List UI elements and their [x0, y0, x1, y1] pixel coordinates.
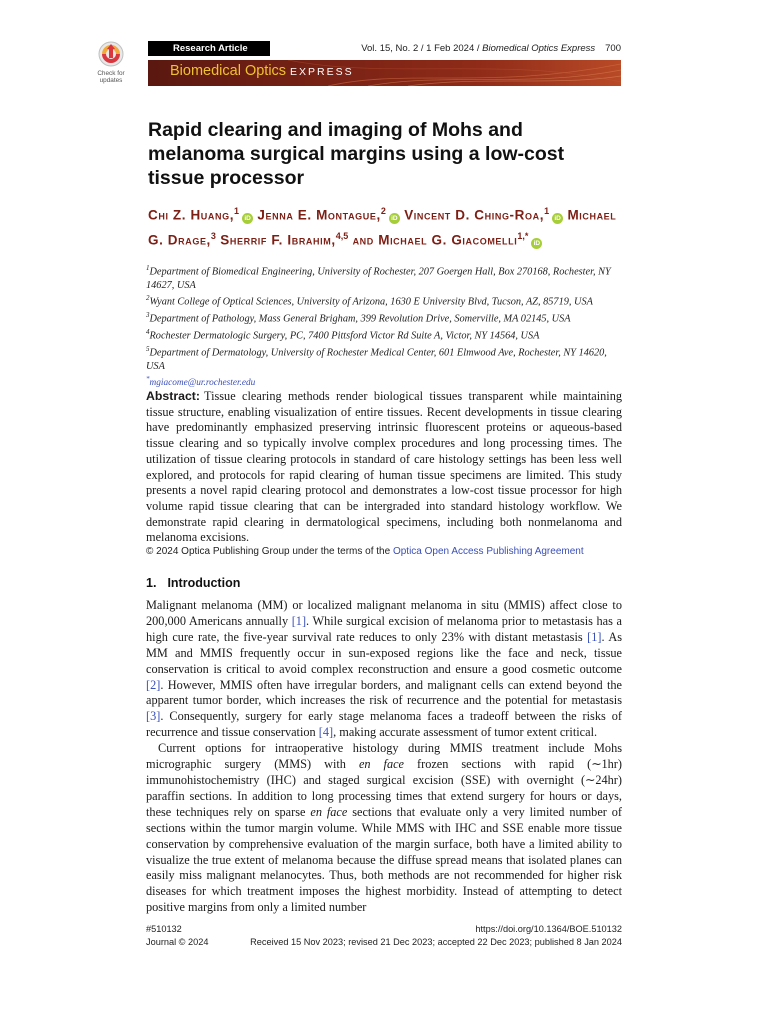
- journal-logo-express: EXPRESS: [290, 66, 354, 78]
- orcid-icon[interactable]: iD: [531, 238, 542, 249]
- paragraph-text: Malignant melanoma (MM) or localized malignant melanoma in situ (MMIS) affect close to 200,000 Americans annually: [146, 598, 622, 628]
- paragraph-text: . As MM and MMIS frequently occur in sun-exposed regions like the face and neck, tissue conservation is critical to avoid complex reconstruction and ensure a good cosmetic outcome: [146, 629, 622, 676]
- paragraph-text: Current options for intraoperative histology during MMIS treatment include Mohs micrographic surgery (MMS) with: [146, 741, 622, 772]
- page-number: 700: [605, 43, 621, 54]
- paragraph-1: [146, 598, 622, 741]
- author-name: Michael G. Giacomelli: [378, 232, 518, 248]
- author-affil-marker: 1: [234, 206, 240, 216]
- affiliation-text: Rochester Dermatologic Surgery, PC, 7400 Pittsford Victor Rd Suite A, Victor, NY 14564, USA: [149, 330, 540, 342]
- journal-header: [148, 41, 621, 56]
- affiliation-marker: 5: [146, 344, 150, 353]
- paragraph-text: . Consequently, surgery for early stage melanoma faces a tradeoff between the risks of recurrence and tissue conservation: [146, 709, 622, 740]
- affiliation-marker: 3: [146, 311, 150, 320]
- author-affil-marker: 2: [380, 206, 386, 216]
- citation-link[interactable]: [1]: [291, 613, 307, 628]
- email-marker: *: [146, 374, 150, 383]
- orcid-icon[interactable]: iD: [389, 213, 400, 224]
- citation-link[interactable]: [2]: [146, 677, 161, 692]
- author-affil-marker: 1: [544, 206, 550, 216]
- author-name: Vincent D. Ching-Roa,: [404, 207, 545, 223]
- author-list: [148, 201, 628, 251]
- manuscript-id: #510132: [146, 924, 182, 934]
- affiliation-item: [146, 292, 626, 309]
- citation-link[interactable]: [3]: [146, 709, 161, 724]
- affiliation-text: Department of Pathology, Mass General Brigham, 399 Revolution Drive, Somerville, MA 02145, USA: [149, 313, 571, 325]
- affiliation-item: [146, 262, 626, 292]
- article-title: Rapid clearing and imaging of Mohs and melanoma surgical margins using a low-cost tissue processor: [148, 119, 565, 189]
- author-name: Chi Z. Huang,: [148, 207, 235, 223]
- affiliation-marker: 1: [146, 264, 150, 272]
- affiliation-marker: 4: [146, 327, 150, 336]
- paragraph-text: . While surgical excision of melanoma prior to metastasis has a high cure rate, the five-year survival rate reduces to only 23% with distant metastasis: [146, 613, 622, 644]
- paragraph-text: . However, MMIS often have irregular borders, and malignant cells can extend beyond the apparent tumor border, which increases the risk of recurrence and the potential for metastasis: [146, 677, 622, 708]
- email-link[interactable]: mgiacome@ur.rochester.edu: [149, 378, 256, 389]
- abstract-text: Tissue clearing methods render biological tissues transparent while maintaining tissue structure, enabling visualization of entire tissues. Recent developments in tissue clearing have predominantly emphasized preserving intrinsic fluorescent proteins or aqueous-based tissue clearing and so typically involve complex procedures and long processing times. The utilization of tissue clearing protocols in standard of care histology settings has been less well explored, and protocols for rapid clearing of human tissue specimens are limited. This study presents a novel rapid clearing protocol and demonstrates a low-cost tissue processor for high volume rapid tissue clearing that can be intergraded into standard histology workflow. We demonstrate rapid clearing in dermatological specimens, including both nonmelanoma and melanoma excisions.: [146, 389, 622, 545]
- abstract: [146, 389, 622, 546]
- paragraph-text: , making accurate assessment of tumor extent critical.: [333, 725, 598, 740]
- paragraph-text: frozen sections with rapid (∼1hr) immunohistochemistry (IHC) and staged surgical excision (SSE) with overnight (∼24hr) paraffin sections. In addition to long processing times that extend surgery for hours or days, these techniques rely on sparse: [146, 757, 622, 819]
- journal-logo: [170, 63, 354, 79]
- section-number: 1.: [146, 576, 157, 590]
- affiliation-text: Department of Biomedical Engineering, University of Rochester, 207 Goergen Hall, Box 270168, Rochester, NY 14627, USA: [146, 266, 611, 291]
- license-text: © 2024 Optica Publishing Group under the terms of the: [146, 546, 393, 557]
- doi-link[interactable]: https://doi.org/10.1364/BOE.510132: [475, 924, 622, 934]
- citation-link[interactable]: [4]: [318, 725, 334, 740]
- section-heading: [146, 576, 240, 590]
- paragraph-text: sections that evaluate only a very limited number of sections within the tumor margin volume. While MMS with IHC and SSE enable more tissue conservation by comprehensive evaluation of the margin surface, both have a limited ability to visualize the true extent of melanoma because the diffuse spread means that isolated planes can easily miss malignant melanocytes. Thus, both methods are not recommended for higher risk diseases for which treatment imposes the highest morbidity. Instead of attempting to detect positive margins from only a limited number: [146, 804, 622, 915]
- corresponding-email[interactable]: [146, 373, 626, 391]
- citation-link[interactable]: [1]: [587, 629, 602, 644]
- section-title: Introduction: [167, 576, 241, 590]
- license-link[interactable]: Optica Open Access Publishing Agreement: [392, 546, 584, 557]
- affiliation-item: [146, 343, 626, 373]
- publication-history: Received 15 Nov 2023; revised 21 Dec 2023; accepted 22 Dec 2023; published 8 Jan 2024: [250, 936, 622, 947]
- check-for-updates-icon: [97, 40, 125, 70]
- journal-logo-name: Biomedical Optics: [170, 63, 287, 79]
- issue-info: [361, 41, 621, 56]
- author-affil-marker: 3: [210, 231, 216, 241]
- footer-row-1: [146, 923, 622, 936]
- affiliation-list: [146, 262, 626, 390]
- paragraph-2: [146, 741, 622, 916]
- issue-volume: Vol. 15, No. 2 / 1 Feb 2024 /: [361, 43, 483, 54]
- affiliation-text: Wyant College of Optical Sciences, University of Arizona, 1630 E University Blvd, Tucson, AZ, 85719, USA: [149, 296, 593, 308]
- affiliation-item: [146, 309, 626, 326]
- page-footer: [146, 923, 622, 948]
- article-type-tag: Research Article: [148, 41, 270, 56]
- author-name: Jenna E. Montague,: [257, 207, 381, 223]
- body-text: [146, 598, 622, 916]
- footer-row-2: [146, 936, 622, 949]
- affiliation-text: Department of Dermatology, University of Rochester Medical Center, 601 Elmwood Ave, Rochester, NY 14620, USA: [146, 347, 607, 372]
- orcid-icon[interactable]: iD: [242, 213, 253, 224]
- journal-banner: [148, 60, 621, 86]
- badge-line-1: Check for: [97, 70, 125, 77]
- abstract-label: Abstract:: [146, 389, 200, 403]
- affiliation-marker: 2: [146, 294, 150, 303]
- license-line: [146, 546, 626, 557]
- affiliation-item: [146, 326, 626, 343]
- author-name: Sherrif F. Ibrahim,: [220, 232, 336, 248]
- journal-name: Biomedical Optics Express: [482, 43, 596, 54]
- author-affil-marker: 4,5: [335, 231, 349, 241]
- author-name: Michael G. Drage,: [148, 207, 617, 248]
- check-for-updates-badge[interactable]: [90, 40, 132, 90]
- badge-line-2: updates: [99, 76, 123, 84]
- author-conjunction: and: [352, 232, 374, 248]
- author-affil-marker: 1,*: [517, 231, 529, 241]
- emphasis-text: en face: [358, 757, 405, 772]
- emphasis-text: en face: [310, 804, 348, 819]
- orcid-icon[interactable]: iD: [552, 213, 563, 224]
- check-for-updates-label: [90, 71, 132, 84]
- journal-copyright: Journal © 2024: [146, 936, 209, 947]
